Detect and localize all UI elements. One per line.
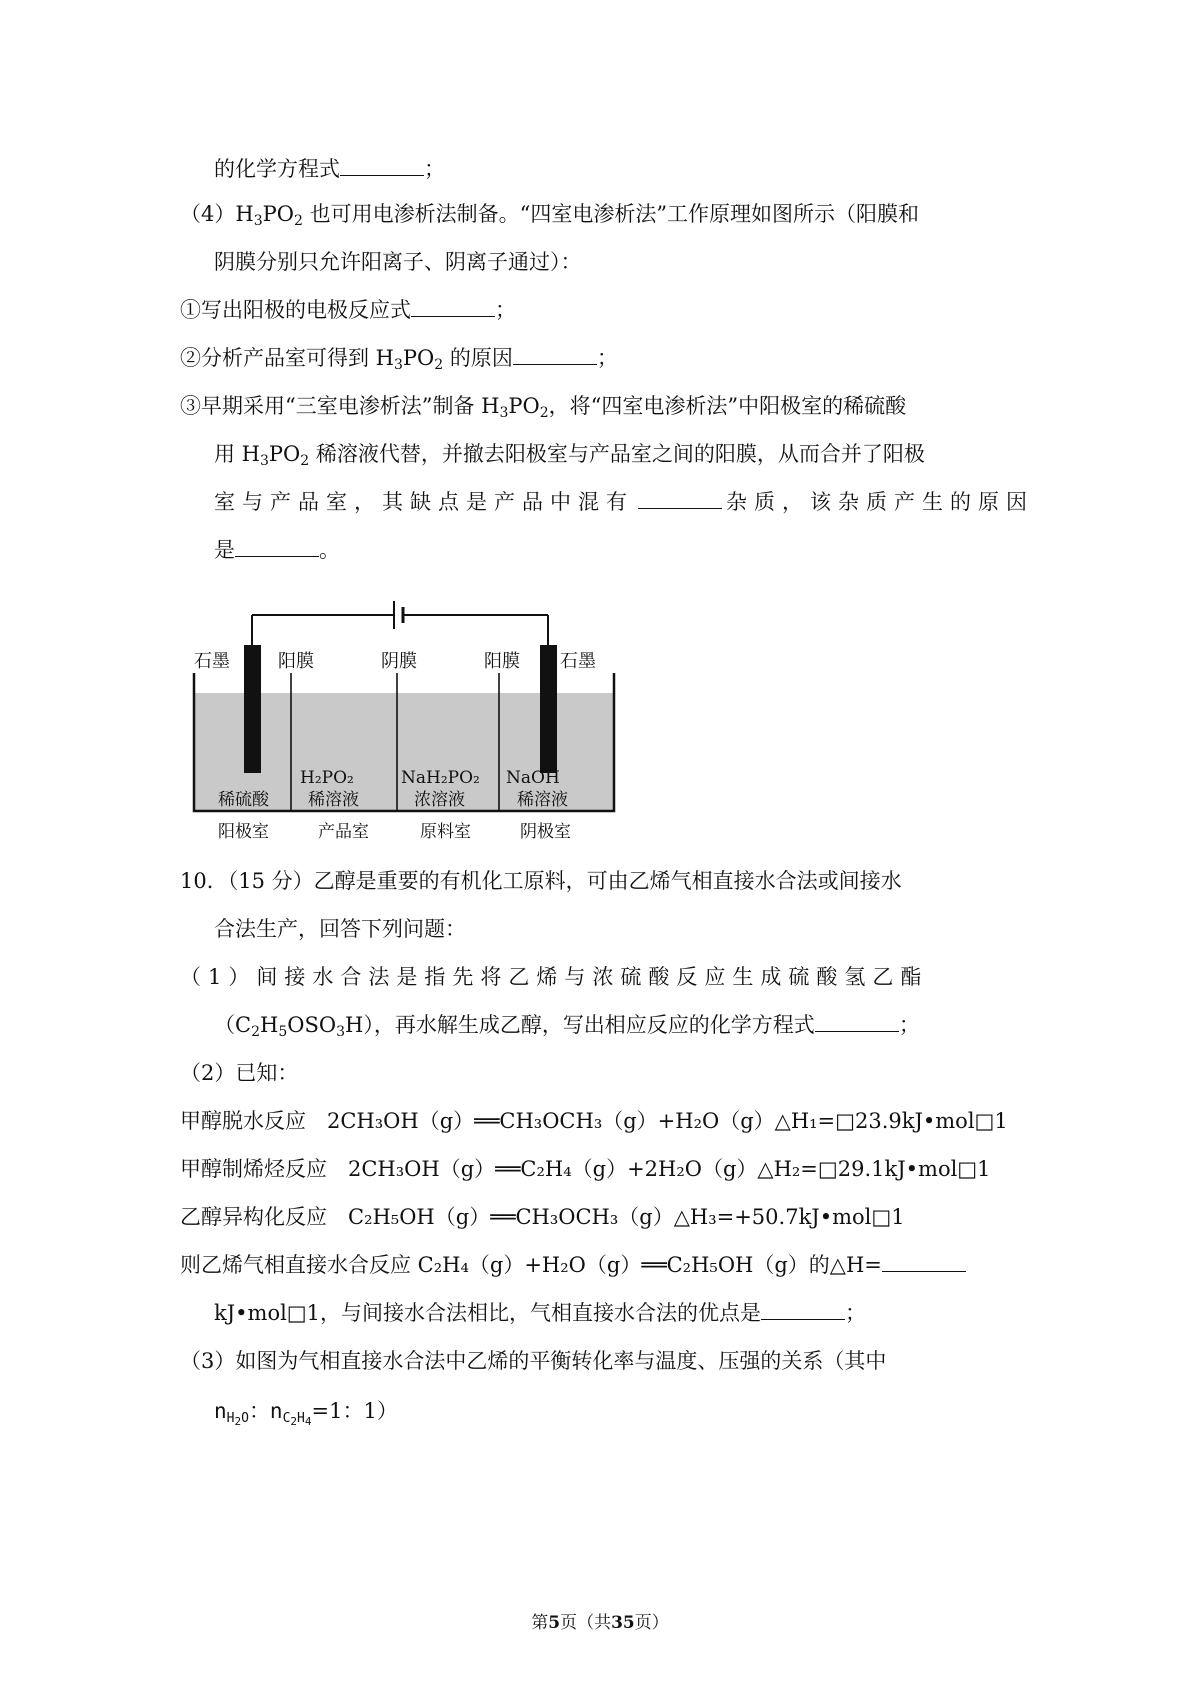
question-line: $(4)H_3PO_2$ 也可用电渗析法制备。“四室电渗析法”工作原理如图所示（阳膜和 bbox=[180, 202, 920, 229]
question-line: kJ•mol□1，与间接水合法相比，气相直接水合法的优点是 ； bbox=[214, 1301, 867, 1325]
question-line bbox=[214, 247, 582, 277]
line-text: PO bbox=[402, 346, 435, 370]
page-number: 5 bbox=[548, 1613, 561, 1633]
reaction-line bbox=[180, 1154, 991, 1184]
question-line bbox=[180, 1346, 886, 1376]
chamber-label: 阴极室 bbox=[520, 822, 571, 842]
question-line: ①写出阳极的电极反应式 ； bbox=[180, 298, 516, 322]
line-text: 合法生产，回答下列问题： bbox=[214, 917, 466, 941]
answer-blank bbox=[411, 297, 495, 317]
solution-formula: NaOH bbox=[506, 768, 560, 788]
line-text: 乙醇异构化反应 C₂H₅OH（g）══CH₃OCH₃（g）△H₃=+50.7kJ•mol□1 bbox=[180, 1205, 905, 1229]
line-text: （C bbox=[214, 1013, 252, 1037]
graphite-cathode bbox=[540, 645, 557, 773]
solution-formula: H₂PO₂ bbox=[300, 768, 354, 788]
answer-blank bbox=[882, 1252, 966, 1272]
graphite-anode bbox=[244, 645, 261, 773]
question-10-stem bbox=[180, 866, 902, 896]
question-line: 是 。 bbox=[214, 538, 340, 562]
solution-formula: NaH₂PO₂ bbox=[401, 768, 480, 788]
answer-blank bbox=[513, 345, 597, 365]
line-text: 阴膜分别只允许阳离子、阴离子通过）： bbox=[214, 250, 582, 274]
line-text: ①写出阳极的电极反应式 bbox=[180, 298, 411, 322]
question-line bbox=[214, 914, 466, 944]
line-text: 的原因 bbox=[449, 346, 513, 370]
line-text: 则乙烯气相直接水合反应 C₂H₄（g）+H₂O（g）══C₂H₅OH（g）的△H= bbox=[180, 1253, 882, 1277]
question-line bbox=[180, 1250, 966, 1280]
reaction-line bbox=[180, 1202, 905, 1232]
question-line: $(C_2H_5OSO_3H)$，再水解生成乙醇，写出相应反应的化学方程式 ； bbox=[214, 1013, 920, 1040]
reaction-line bbox=[180, 1106, 1008, 1136]
footer-text: 第 bbox=[531, 1613, 549, 1633]
line-text: 杂质，该杂质产生的原因 bbox=[726, 490, 1034, 514]
answer-blank bbox=[235, 537, 319, 557]
solution-name: 稀溶液 bbox=[517, 790, 568, 810]
solution-name: 稀溶液 bbox=[308, 790, 359, 810]
question-line: 的化学方程式 ； bbox=[214, 157, 445, 181]
line-text: kJ•mol□1，与间接水合法相比，气相直接水合法的优点是 bbox=[214, 1301, 762, 1325]
label-cation-membrane-1: 阳膜 bbox=[278, 651, 314, 672]
label-graphite-cathode: 石墨 bbox=[560, 651, 596, 672]
line-text: 甲醇脱水反应 2CH₃OH（g）══CH₃OCH₃（g）+H₂O（g）△H₁=□23.9kJ•mol□1 bbox=[180, 1109, 1008, 1133]
line-text: ，将“四室电渗析法”中阳极室的稀硫酸 bbox=[548, 394, 907, 418]
question-line: ②分析产品室可得到 $H_3PO_2$ 的原因 ； bbox=[180, 346, 618, 373]
line-text: 用 H bbox=[214, 442, 260, 466]
line-text: （3）如图为气相直接水合法中乙烯的平衡转化率与温度、压强的关系（其中 bbox=[180, 1349, 887, 1373]
page-total: 35 bbox=[611, 1613, 635, 1633]
solution-name: 稀硫酸 bbox=[218, 790, 269, 810]
question-line: ③早期采用“三室电渗析法”制备 $H_3PO_2$，将“四室电渗析法”中阳极室的稀硫酸 bbox=[180, 394, 907, 421]
line-text: （1）间接水合法是指先将乙烯与浓硫酸反应生成硫酸氢乙酯 bbox=[180, 965, 929, 989]
chamber-label: 产品室 bbox=[318, 822, 369, 842]
ratio-formula: $n_{H_2O}$：$n_{C_2H_4}$ bbox=[214, 1399, 312, 1428]
line-text: 甲醇制烯烃反应 2CH₃OH（g）══C₂H₄（g）+2H₂O（g）△H₂=□29.1kJ•mol□1 bbox=[180, 1157, 991, 1181]
line-text: 稀溶液代替，并撤去阳极室与产品室之间的阳膜，从而合并了阳极 bbox=[315, 442, 925, 466]
page-footer bbox=[0, 1608, 1200, 1633]
line-text: 10．（15 分）乙醇是重要的有机化工原料，可由乙烯气相直接水合法或间接水 bbox=[180, 869, 902, 893]
footer-text: 页（共 bbox=[560, 1613, 612, 1633]
line-text: H），再水解生成乙醇，写出相应反应的化学方程式 bbox=[345, 1013, 815, 1037]
line-text: PO bbox=[262, 202, 294, 226]
line-text: PO bbox=[268, 442, 301, 466]
label-anion-membrane: 阴膜 bbox=[381, 651, 417, 672]
chamber-label: 原料室 bbox=[420, 822, 471, 842]
line-text: =1：1） bbox=[311, 1399, 398, 1423]
line-text: 的化学方程式 bbox=[214, 157, 340, 181]
label-cation-membrane-2: 阳膜 bbox=[484, 651, 520, 672]
line-text: PO bbox=[508, 394, 540, 418]
label-graphite-anode: 石墨 bbox=[194, 651, 230, 672]
footer-text: 页） bbox=[634, 1613, 669, 1633]
chamber-label: 阳极室 bbox=[218, 822, 269, 842]
question-line bbox=[180, 962, 928, 992]
line-text: （2）已知： bbox=[180, 1061, 299, 1085]
line-text: 也可用电渗析法制备。“四室电渗析法”工作原理如图所示（阳膜和 bbox=[309, 202, 920, 226]
question-line: 用 $H_3PO_2$ 稀溶液代替，并撤去阳极室与产品室之间的阳膜，从而合并了阳极 bbox=[214, 442, 925, 469]
line-text: H bbox=[260, 1013, 279, 1037]
line-text: ③早期采用“三室电渗析法”制备 H bbox=[180, 394, 500, 418]
answer-blank bbox=[340, 156, 424, 176]
line-text: ②分析产品室可得到 H bbox=[180, 346, 394, 370]
line-text: 是 bbox=[214, 538, 235, 562]
solution-name: 浓溶液 bbox=[414, 790, 465, 810]
ratio-line bbox=[214, 1396, 398, 1426]
answer-blank bbox=[638, 489, 722, 509]
line-text: （4）H bbox=[180, 202, 254, 226]
line-text: 室与产品室，其缺点是产品中混有 bbox=[214, 490, 634, 514]
answer-blank bbox=[815, 1012, 899, 1032]
question-line bbox=[180, 1058, 298, 1088]
line-text: OSO bbox=[287, 1013, 337, 1037]
question-line bbox=[214, 487, 1034, 517]
electrodialysis-figure bbox=[188, 585, 618, 855]
answer-blank bbox=[761, 1300, 845, 1320]
